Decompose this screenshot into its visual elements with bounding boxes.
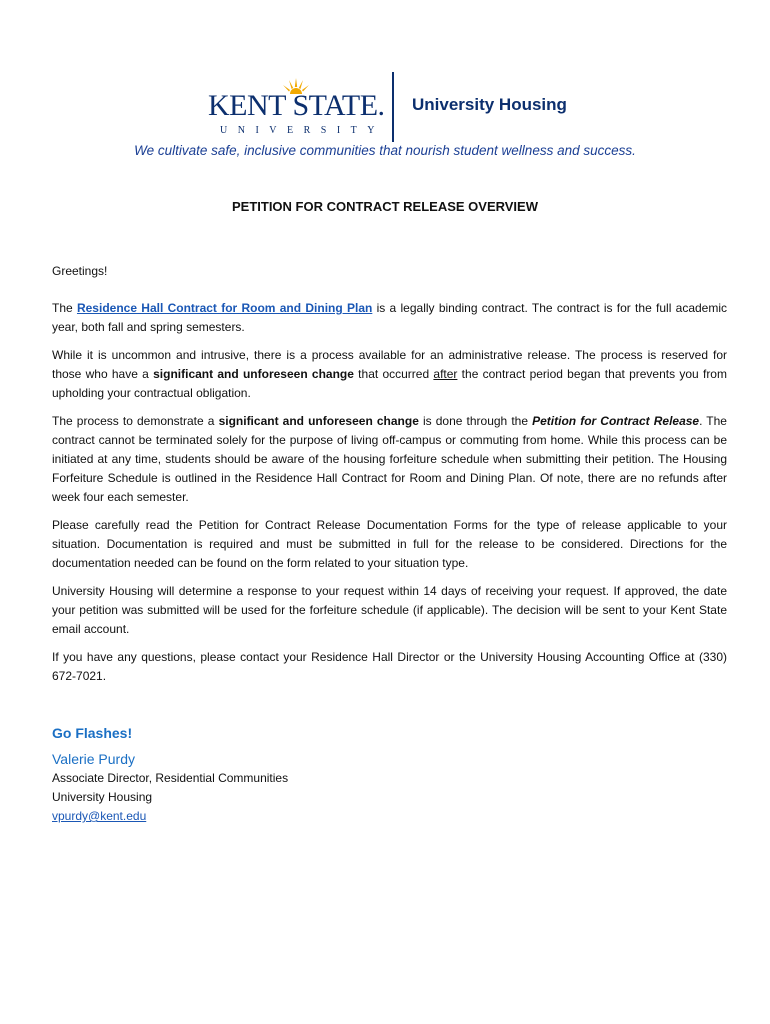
tagline: We cultivate safe, inclusive communities that nourish student wellness and success. (134, 143, 636, 158)
unit-name: University Housing (412, 95, 567, 114)
paragraph-contact: If you have any questions, please contact your Residence Hall Director or the University Housing Accounting Office at (330) 672-7021. (52, 650, 727, 683)
letter-body (52, 262, 727, 695)
document-title: PETITION FOR CONTRACT RELEASE OVERVIEW (231, 199, 538, 214)
signer-name: Valerie Purdy (52, 751, 136, 767)
paragraph-process: While it is uncommon and intrusive, there is a process available for an administrative release. The process is reserved for those who have a significant and unforeseen change that occurred after the contract period began that prevents you from upholding your contractual obligation. (52, 348, 727, 400)
signature-block (52, 725, 652, 826)
paragraph-response: University Housing will determine a response to your request within 14 days of receiving your request. If approved, the date your petition was submitted will be used for the forfeiture schedule (if applicable). The decision will be sent to your Kent State email account. (52, 584, 727, 636)
email-link[interactable]: vpurdy@kent.edu (52, 809, 147, 823)
logo-divider (392, 72, 394, 142)
greeting: Greetings! (52, 264, 108, 278)
contract-link[interactable]: Residence Hall Contract for Room and Dining Plan (76, 301, 373, 315)
logo-wordmark: KENT STATE. (208, 89, 385, 122)
signer-role: Associate Director, Residential Communities (52, 771, 289, 785)
kent-state-logo (208, 78, 383, 138)
signer-department: University Housing (52, 790, 153, 804)
paragraph-petition: The process to demonstrate a significant and unforeseen change is done through the Petition for Contract Release. The contract cannot be terminated solely for the purpose of living off-campus or commuting from home. While this process can be initiated at any time, students should be aware of the housing forfeiture schedule when submitting their petition. The Housing Forfeiture Schedule is outlined in the Residence Hall Contract for Room and Dining Plan. Of note, there are no refunds after week four each semester. (52, 414, 727, 504)
paragraph-contract: The Residence Hall Contract for Room and Dining Plan is a legally binding contract. The contract is for the full academic year, both fall and spring semesters. (52, 301, 728, 334)
sign-off: Go Flashes! (52, 725, 133, 741)
paragraph-documentation: Please carefully read the Petition for Contract Release Documentation Forms for the type of release applicable to your situation. Documentation is required and must be submitted in full for the release to be considered. Directions for the documentation needed can be found on the form related to your situation type. (52, 518, 727, 570)
letterhead (0, 72, 770, 144)
logo-subtext: UNIVERSITY (220, 125, 385, 136)
